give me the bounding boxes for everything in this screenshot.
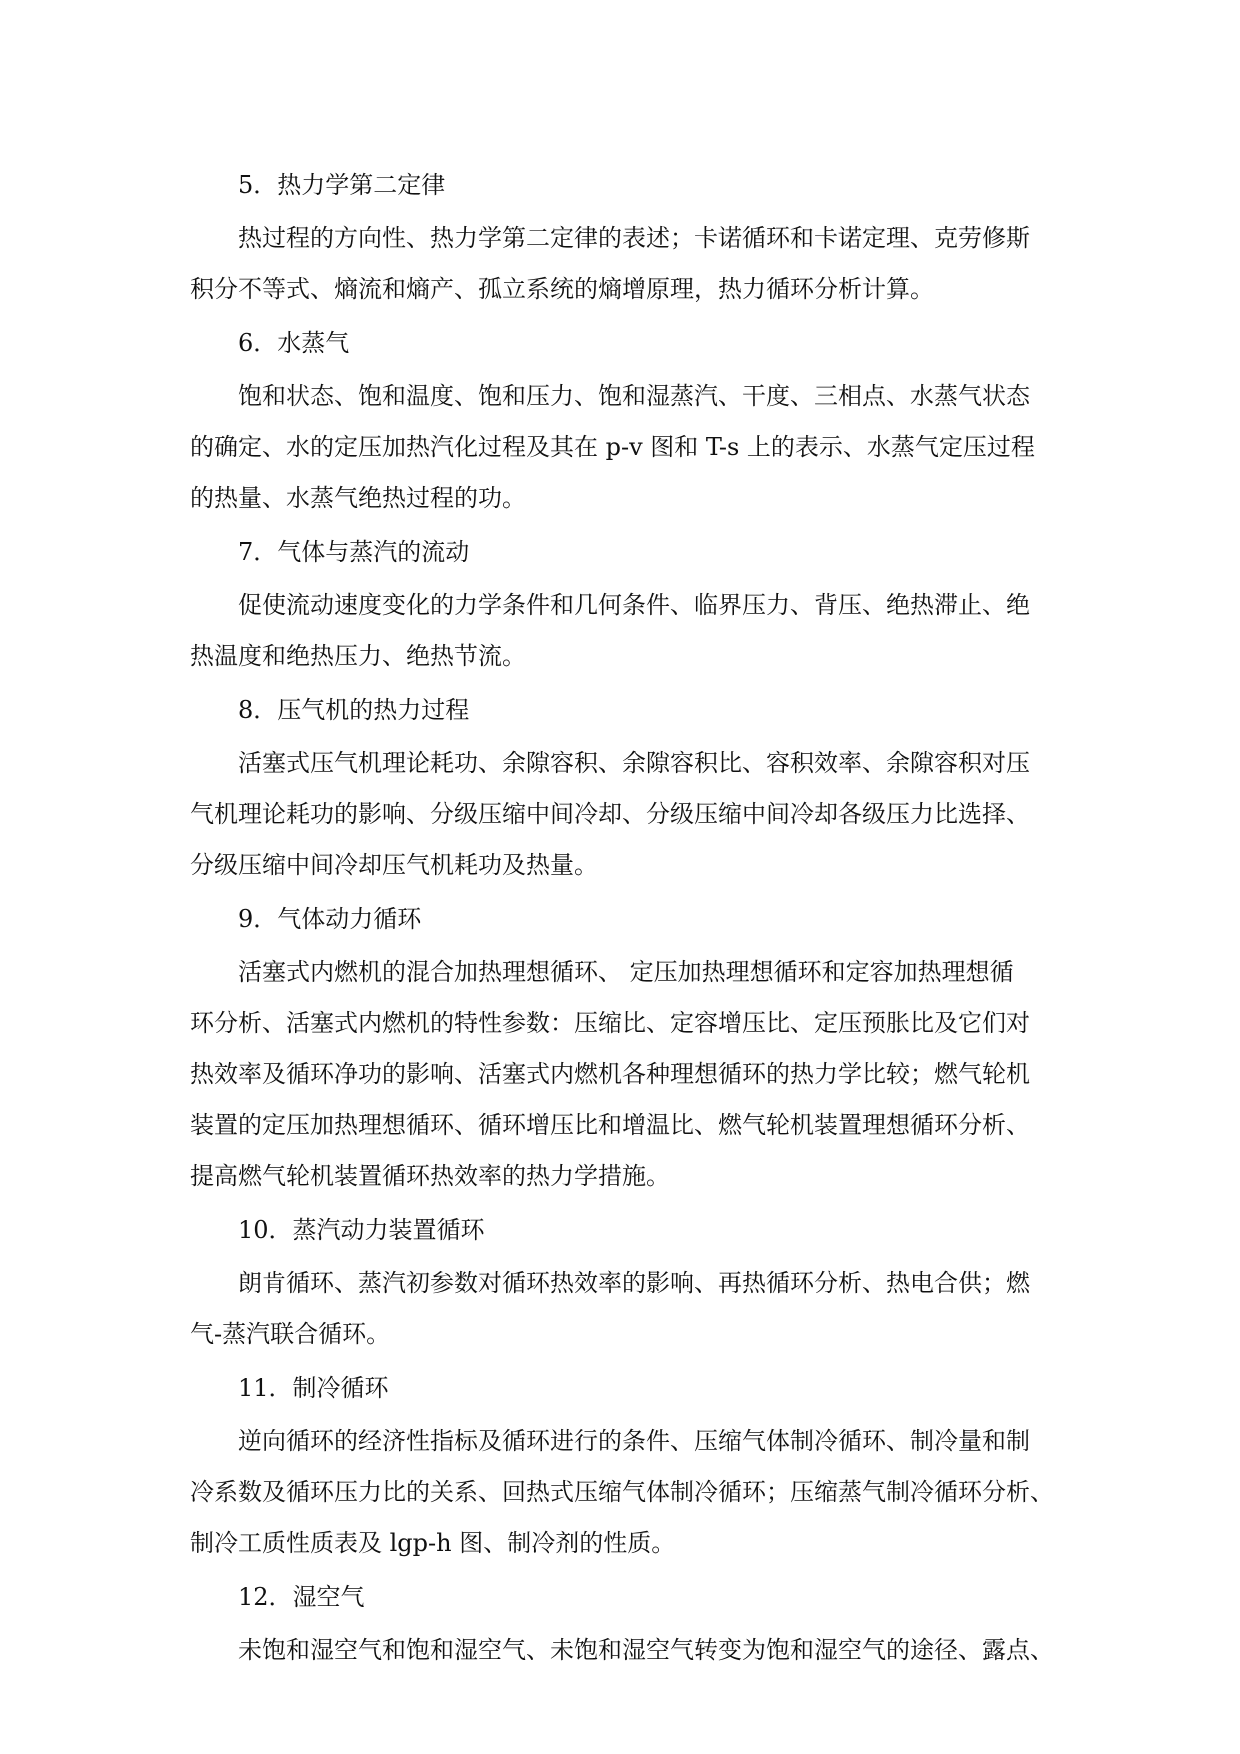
paragraph-line: 热效率及循环净功的影响、活塞式内燃机各种理想循环的热力学比较；燃气轮机 (190, 1060, 1030, 1088)
section-paragraph (190, 213, 1056, 315)
paragraph-line: 分级压缩中间冷却压气机耗功及热量。 (190, 851, 598, 879)
paragraph-line: 装置的定压加热理想循环、循环增压比和增温比、燃气轮机装置理想循环分析、 (190, 1111, 1030, 1139)
section-heading: 7．气体与蒸汽的流动 (238, 538, 470, 566)
paragraph-line: 环分析、活塞式内燃机的特性参数：压缩比、定容增压比、定压预胀比及它们对 (190, 1009, 1030, 1037)
section-heading: 5．热力学第二定律 (238, 171, 446, 199)
paragraph-line: 促使流动速度变化的力学条件和几何条件、临界压力、背压、绝热滞止、绝 (238, 591, 1030, 619)
section-paragraph (190, 371, 1056, 524)
section-paragraph (190, 1625, 1056, 1676)
paragraph-line: 积分不等式、熵流和熵产、孤立系统的熵增原理，热力循环分析计算。 (190, 275, 934, 303)
section-paragraph (190, 1416, 1056, 1569)
section-heading: 12．湿空气 (238, 1583, 365, 1611)
paragraph-line: 冷系数及循环压力比的关系、回热式压缩气体制冷循环；压缩蒸气制冷循环分析、 (190, 1478, 1054, 1506)
section-paragraph (190, 738, 1056, 891)
paragraph-line: 的热量、水蒸气绝热过程的功。 (190, 484, 526, 512)
paragraph-line: 逆向循环的经济性指标及循环进行的条件、压缩气体制冷循环、制冷量和制 (238, 1427, 1030, 1455)
paragraph-line: 制冷工质性质表及 lgp-h 图、制冷剂的性质。 (190, 1529, 676, 1557)
document-body (190, 160, 1056, 1679)
section-heading: 10．蒸汽动力装置循环 (238, 1216, 485, 1244)
paragraph-line: 饱和状态、饱和温度、饱和压力、饱和湿蒸汽、干度、三相点、水蒸气状态 (238, 382, 1030, 410)
section-paragraph (190, 1258, 1056, 1360)
paragraph-line: 的确定、水的定压加热汽化过程及其在 p-v 图和 T-s 上的表示、水蒸气定压过程 (190, 433, 1035, 461)
section-heading: 11．制冷循环 (238, 1374, 389, 1402)
section-heading: 9．气体动力循环 (238, 905, 422, 933)
paragraph-line: 活塞式压气机理论耗功、余隙容积、余隙容积比、容积效率、余隙容积对压 (238, 749, 1030, 777)
paragraph-line: 朗肯循环、蒸汽初参数对循环热效率的影响、再热循环分析、热电合供；燃 (238, 1269, 1030, 1297)
paragraph-line: 活塞式内燃机的混合加热理想循环、 定压加热理想循环和定容加热理想循 (238, 958, 1014, 986)
section-heading: 8．压气机的热力过程 (238, 696, 470, 724)
section-heading: 6．水蒸气 (238, 329, 350, 357)
paragraph-line: 热温度和绝热压力、绝热节流。 (190, 642, 526, 670)
paragraph-line: 气-蒸汽联合循环。 (190, 1320, 391, 1348)
paragraph-line: 未饱和湿空气和饱和湿空气、未饱和湿空气转变为饱和湿空气的途径、露点、 (238, 1636, 1054, 1664)
paragraph-line: 热过程的方向性、热力学第二定律的表述；卡诺循环和卡诺定理、克劳修斯 (238, 224, 1030, 252)
section-paragraph (190, 580, 1056, 682)
paragraph-line: 气机理论耗功的影响、分级压缩中间冷却、分级压缩中间冷却各级压力比选择、 (190, 800, 1030, 828)
section-paragraph (190, 947, 1056, 1202)
paragraph-line: 提高燃气轮机装置循环热效率的热力学措施。 (190, 1162, 670, 1190)
